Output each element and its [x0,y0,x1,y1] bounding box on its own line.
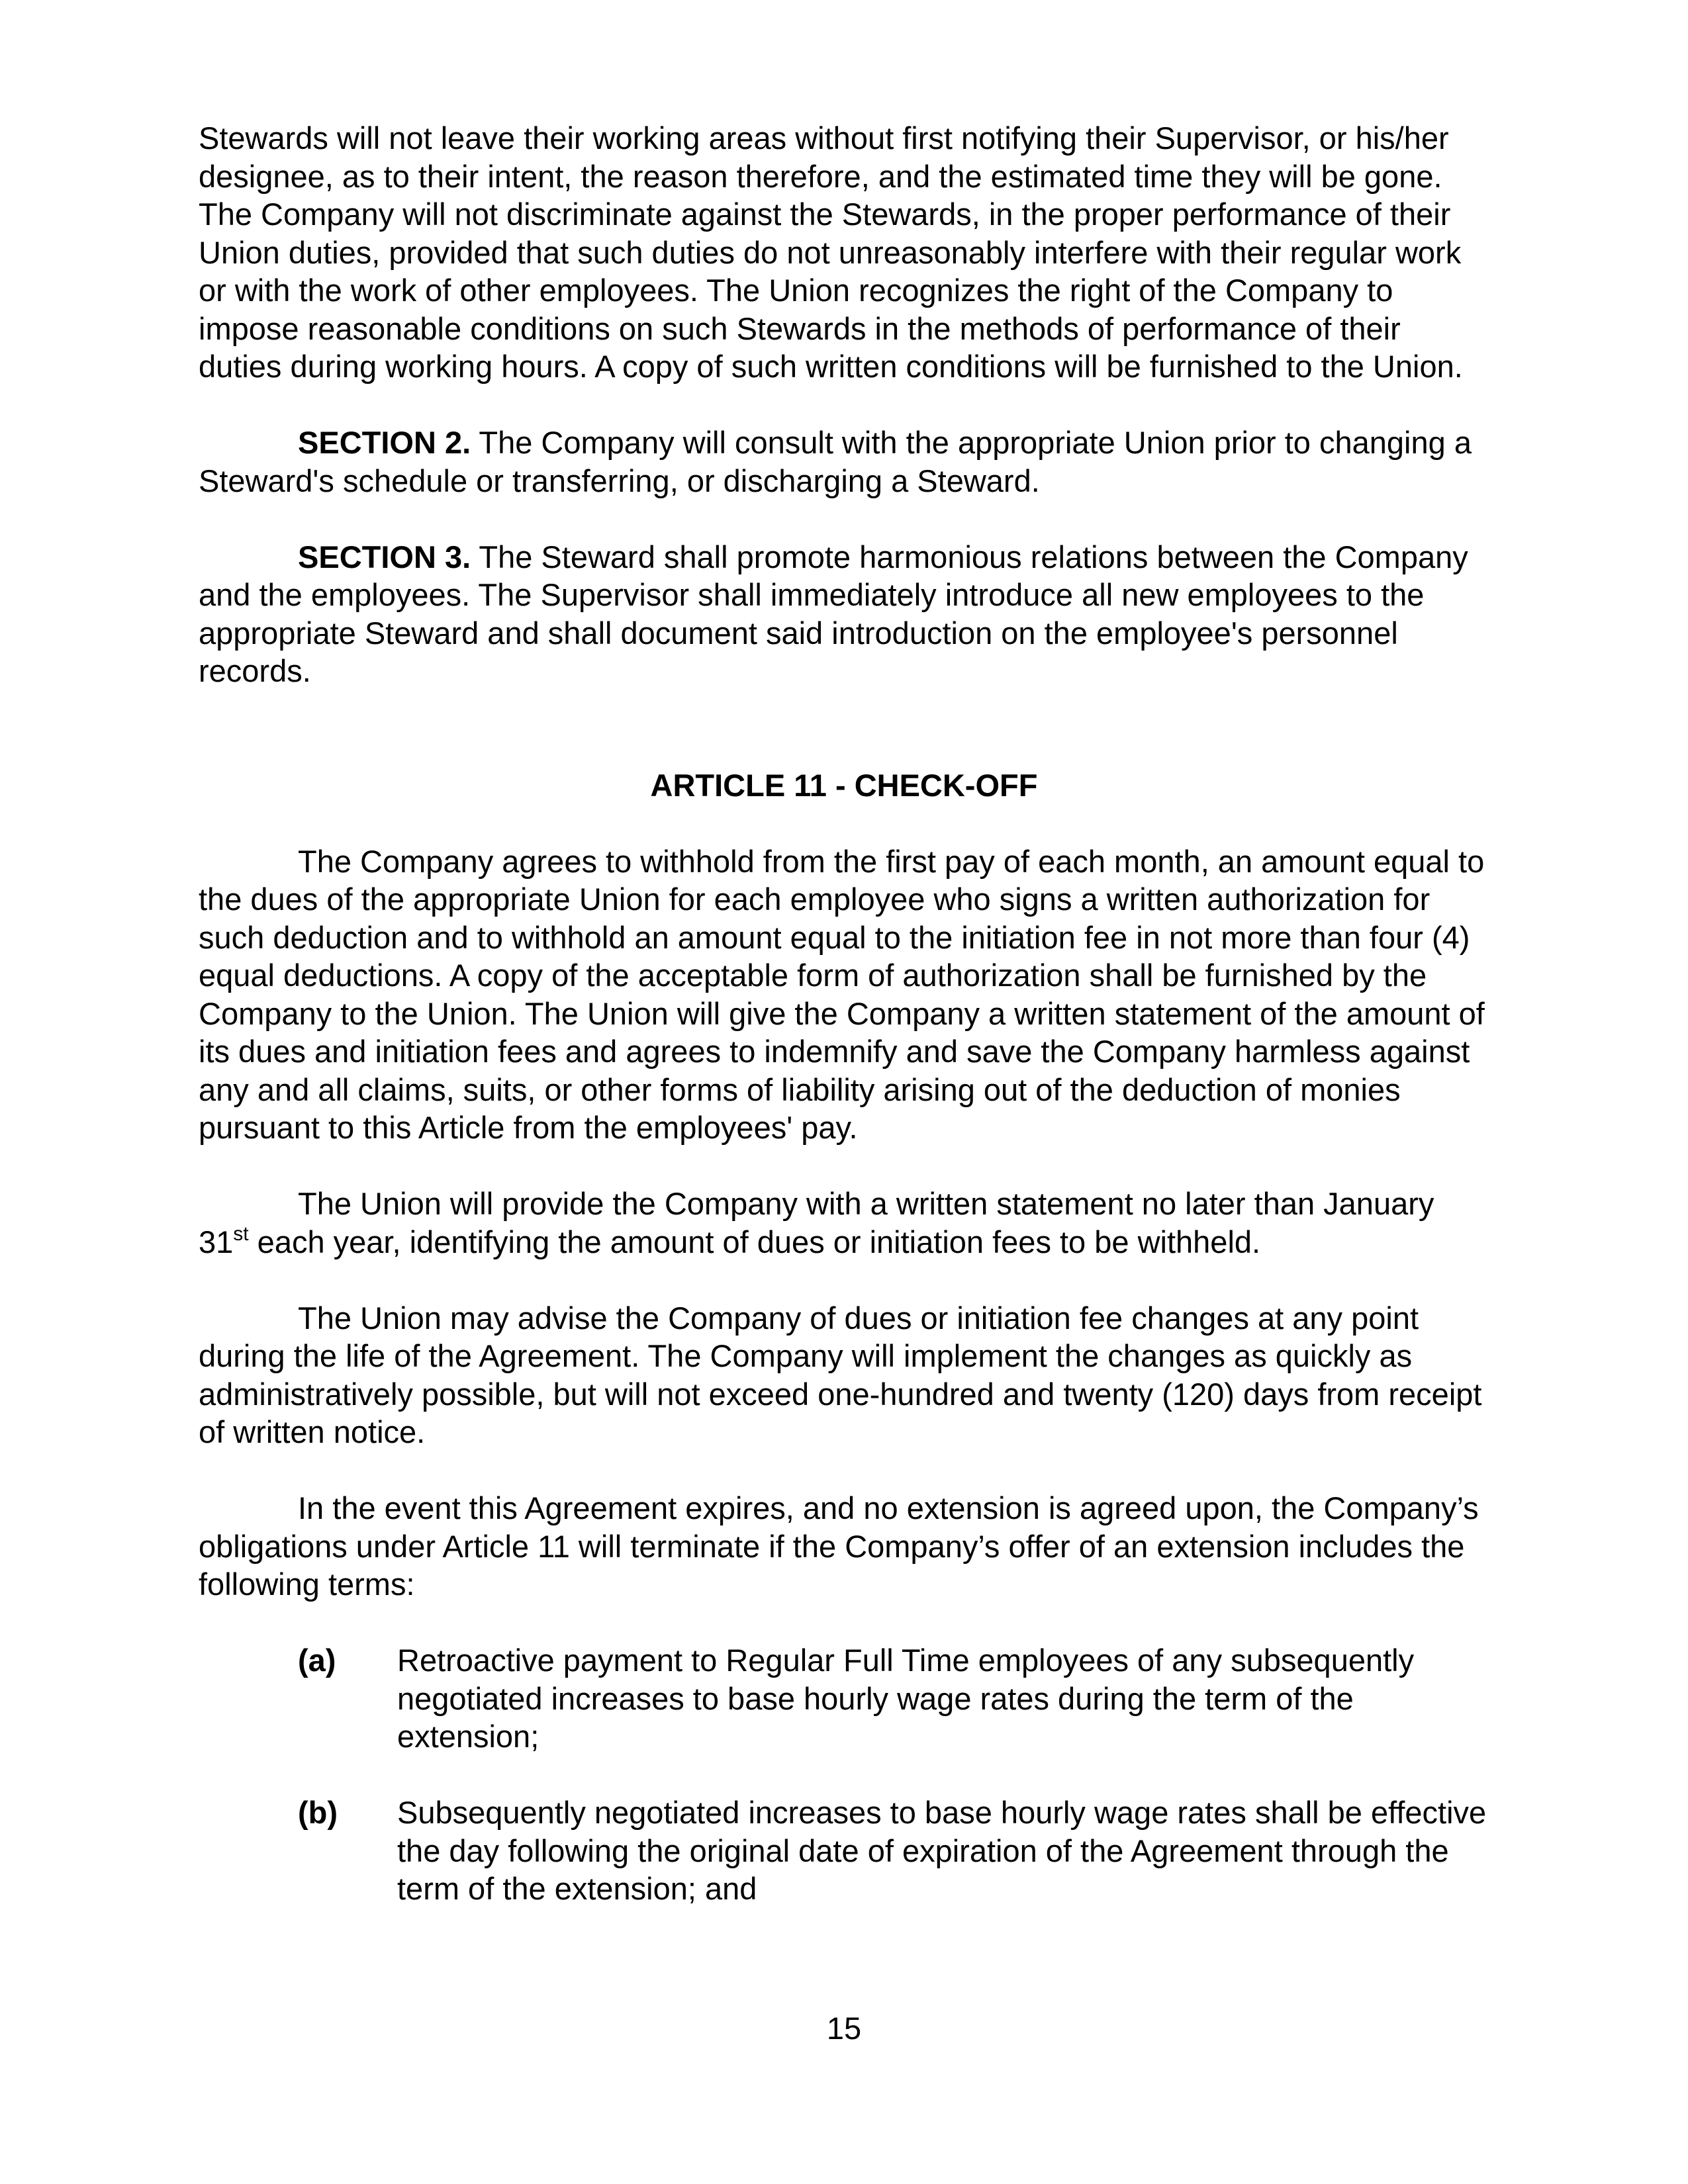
article-11-heading: ARTICLE 11 - CHECK-OFF [650,767,1038,803]
section-2-text: The Company will consult with the appropriate Union prior to changing a Steward's schedule or transferring, or discharging a Steward. [199,425,1472,498]
list-item-label: (b) [298,1795,338,1830]
section-2-paragraph [199,424,1489,500]
checkoff-2-text-before: The Union will provide the Company with a written statement no later than January 31 [199,1186,1434,1259]
checkoff-paragraph-4: In the event this Agreement expires, and no extension is agreed upon, the Company’s obligations under Article 11 will terminate if the Company’s offer of an extension includes the following terms: [199,1490,1479,1602]
section-3-text: The Steward shall promote harmonious relations between the Company and the employees. The Supervisor shall immediately introduce all new employees to the appropriate Steward and shall document said introduction on the employee's personnel records. [199,539,1468,688]
list-item-text: Retroactive payment to Regular Full Time employees of any subsequently negotiated increases to base hourly wage rates during the term of the extension; [397,1643,1415,1754]
page-number: 15 [826,2011,862,2046]
checkoff-2-text-after: each year, identifying the amount of dues or initiation fees to be withheld. [248,1224,1261,1259]
list-item-text: Subsequently negotiated increases to base hourly wage rates shall be effective the day following the original date of expiration of the Agreement through the term of the extension; and [397,1795,1487,1906]
document-page [199,119,1489,1946]
ordinal-suffix: st [233,1222,249,1245]
checkoff-paragraph-3: The Union may advise the Company of dues or initiation fee changes at any point during the life of the Agreement. The Company will implement the changes as quickly as administratively possible, but will not exceed one-hundred and twenty (120) days from receipt of written notice. [199,1300,1482,1449]
section-3-paragraph [199,538,1489,690]
list-item-a [298,1641,1489,1756]
section-3-label: SECTION 3. [298,539,471,574]
list-item-b [298,1794,1489,1908]
steward-intro-paragraph: Stewards will not leave their working areas without first notifying their Supervisor, or his/her designee, as to their intent, the reason therefore, and the estimated time they will be gone. The Company will not discriminate against the Stewards, in the proper performance of their Union duties, provided that such duties do not unreasonably interfere with their regular work or with the work of other employees. The Union recognizes the right of the Company to impose reasonable conditions on such Stewards in the methods of performance of their duties during working hours. A copy of such written conditions will be furnished to the Union. [199,120,1463,384]
section-2-label: SECTION 2. [298,425,471,460]
checkoff-paragraph-1: The Company agrees to withhold from the first pay of each month, an amount equal to the dues of the appropriate Union for each employee who signs a written authorization for such deduction and to withhold an amount equal to the initiation fee in not more than four (4) equal deductions. A copy of the acceptable form of authorization shall be furnished by the Company to the Union. The Union will give the Company a written statement of the amount of its dues and initiation fees and agrees to indemnify and save the Company harmless against any and all claims, suits, or other forms of liability arising out of the deduction of monies pursuant to this Article from the employees' pay. [199,843,1485,1145]
list-item-label: (a) [298,1643,336,1678]
checkoff-paragraph-2 [199,1185,1489,1261]
